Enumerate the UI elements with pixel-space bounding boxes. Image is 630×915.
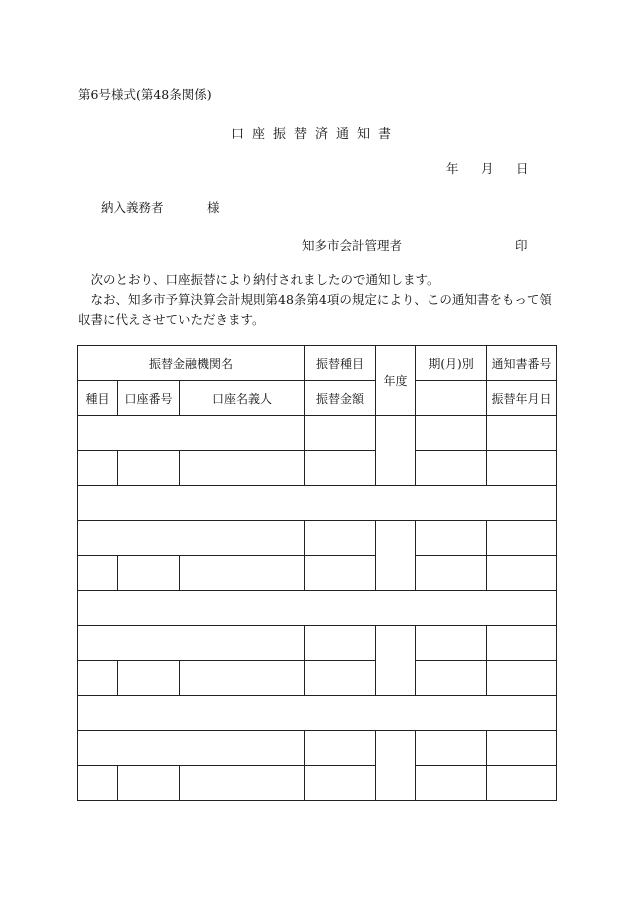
period-cell[interactable]	[416, 731, 487, 766]
recipient-honorific: 様	[207, 200, 220, 215]
fiscal-year-header: 年度	[376, 346, 416, 416]
bank-name-cell[interactable]	[78, 521, 305, 556]
account-holder-cell[interactable]	[180, 661, 305, 696]
bank-name-cell[interactable]	[78, 626, 305, 661]
notice-body	[78, 270, 558, 330]
notice-line-1: 次のとおり、口座振替により納付されましたので通知します。	[90, 272, 440, 287]
notice-number-cell[interactable]	[487, 731, 557, 766]
notice-number-cell[interactable]	[487, 416, 557, 451]
seal-mark: 印	[515, 238, 528, 253]
bank-name-cell[interactable]	[78, 416, 305, 451]
table-row	[78, 731, 557, 766]
amount-cell[interactable]	[305, 766, 376, 801]
amount-cell[interactable]	[305, 451, 376, 486]
separator-row	[78, 486, 557, 521]
period-cell[interactable]	[416, 416, 487, 451]
account-number-cell[interactable]	[118, 556, 180, 591]
period-cell-lower[interactable]	[416, 556, 487, 591]
period-cell[interactable]	[416, 521, 487, 556]
notice-number-cell[interactable]	[487, 626, 557, 661]
header-row-2	[78, 381, 557, 416]
amount-cell[interactable]	[305, 661, 376, 696]
document-title: 口座振替済通知書	[230, 127, 399, 142]
account-number-cell[interactable]	[118, 766, 180, 801]
transfer-type-cell[interactable]	[305, 521, 376, 556]
bank-name-header: 振替金融機関名	[78, 346, 305, 381]
transfer-type-cell[interactable]	[305, 626, 376, 661]
date-year-label: 年	[446, 161, 459, 176]
period-header-blank	[416, 381, 487, 416]
category-cell[interactable]	[78, 661, 118, 696]
account-holder-header: 口座名義人	[180, 381, 305, 416]
account-holder-cell[interactable]	[180, 451, 305, 486]
table-row	[78, 416, 557, 451]
transfer-date-cell[interactable]	[487, 661, 557, 696]
period-cell-lower[interactable]	[416, 661, 487, 696]
separator-cell	[78, 486, 557, 521]
form-number: 第6号様式(第48条関係)	[78, 87, 212, 102]
separator-cell	[78, 696, 557, 731]
fiscal-year-cell[interactable]	[376, 416, 416, 486]
category-cell[interactable]	[78, 766, 118, 801]
amount-header: 振替金額	[305, 381, 376, 416]
fiscal-year-cell[interactable]	[376, 626, 416, 696]
amount-cell[interactable]	[305, 556, 376, 591]
issuer-label: 知多市会計管理者	[302, 238, 403, 253]
bank-name-cell[interactable]	[78, 731, 305, 766]
period-cell-lower[interactable]	[416, 451, 487, 486]
transfer-date-cell[interactable]	[487, 556, 557, 591]
table-row	[78, 521, 557, 556]
period-cell[interactable]	[416, 626, 487, 661]
transfer-date-cell[interactable]	[487, 451, 557, 486]
table-row	[78, 766, 557, 801]
notice-number-cell[interactable]	[487, 521, 557, 556]
table-row	[78, 451, 557, 486]
fiscal-year-cell[interactable]	[376, 731, 416, 801]
notice-number-header: 通知書番号	[487, 346, 557, 381]
period-header: 期(月)別	[416, 346, 487, 381]
transfer-table	[77, 345, 557, 801]
table-row	[78, 626, 557, 661]
table-row	[78, 556, 557, 591]
header-row-1	[78, 346, 557, 381]
fiscal-year-cell[interactable]	[376, 521, 416, 591]
transfer-type-cell[interactable]	[305, 731, 376, 766]
category-cell[interactable]	[78, 556, 118, 591]
period-cell-lower[interactable]	[416, 766, 487, 801]
separator-row	[78, 591, 557, 626]
date-day-label: 日	[516, 161, 529, 176]
transfer-type-header: 振替種目	[305, 346, 376, 381]
transfer-date-cell[interactable]	[487, 766, 557, 801]
account-number-header: 口座番号	[118, 381, 180, 416]
account-holder-cell[interactable]	[180, 766, 305, 801]
account-number-cell[interactable]	[118, 661, 180, 696]
account-number-cell[interactable]	[118, 451, 180, 486]
account-holder-cell[interactable]	[180, 556, 305, 591]
separator-cell	[78, 591, 557, 626]
category-header: 種目	[78, 381, 118, 416]
table-row	[78, 661, 557, 696]
date-month-label: 月	[481, 161, 494, 176]
recipient-label: 納入義務者	[101, 200, 164, 215]
separator-row	[78, 696, 557, 731]
category-cell[interactable]	[78, 451, 118, 486]
notice-line-2: なお、知多市予算決算会計規則第48条第4項の規定により、この通知書をもって領収書に代えさせていただきます。	[78, 292, 552, 327]
transfer-date-header: 振替年月日	[487, 381, 557, 416]
transfer-type-cell[interactable]	[305, 416, 376, 451]
